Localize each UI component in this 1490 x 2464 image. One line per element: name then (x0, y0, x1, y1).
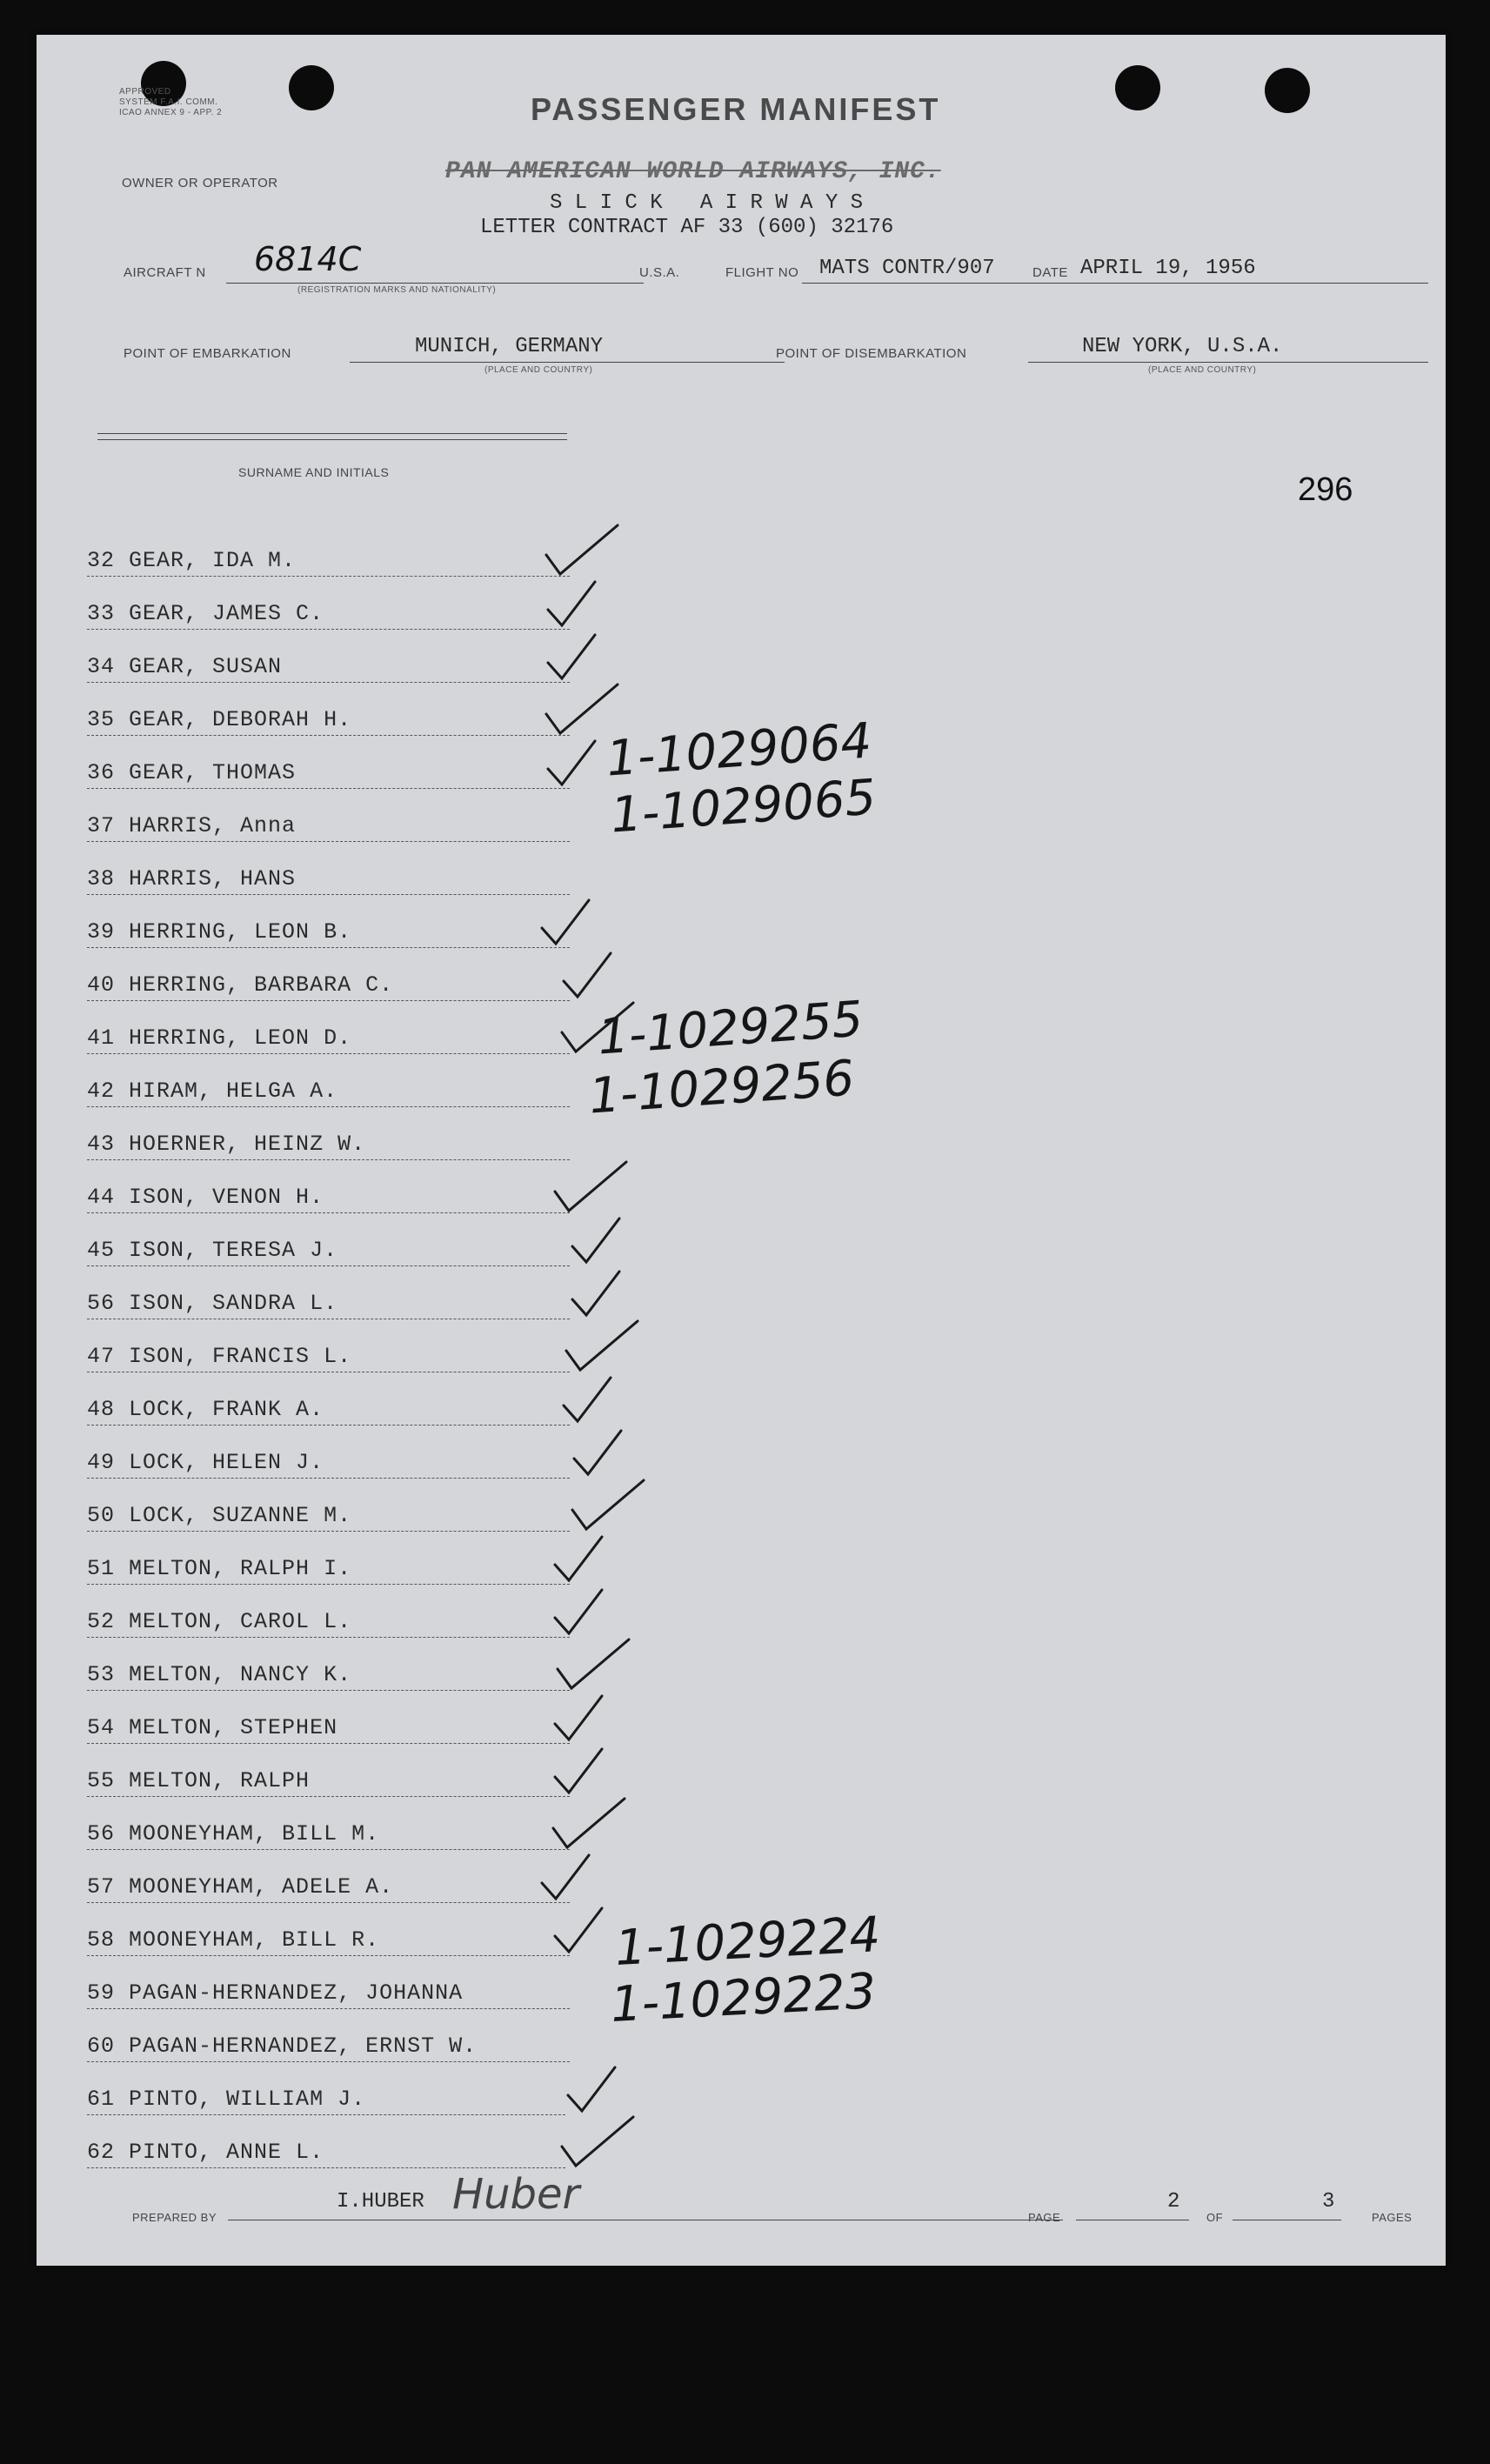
handwritten-note: 1-1029256 (587, 1050, 857, 1125)
punch-hole (1115, 65, 1160, 110)
passenger-name: MOONEYHAM, BILL M. (129, 1821, 380, 1846)
check-mark-icon (537, 891, 615, 952)
embark-label: POINT OF EMBARKATION (124, 346, 291, 361)
passenger-row (87, 654, 282, 679)
column-header: SURNAME AND INITIALS (238, 465, 390, 479)
passenger-row (87, 760, 296, 785)
passenger-number: 34 (87, 654, 116, 679)
passenger-number: 56 (87, 1821, 116, 1846)
embark-sublabel: (PLACE AND COUNTRY) (484, 365, 593, 375)
passenger-name: ISON, VENON H. (129, 1185, 324, 1210)
punch-hole (1265, 68, 1310, 113)
page-total: 3 (1322, 2190, 1335, 2214)
passenger-name: HERRING, LEON D. (129, 1025, 352, 1051)
handwritten-note: 1-1029223 (609, 1963, 878, 2033)
passenger-name: MOONEYHAM, BILL R. (129, 1927, 380, 1953)
flight-number: MATS CONTR/907 (819, 257, 995, 280)
passenger-number: 53 (87, 1662, 116, 1687)
owner-label: OWNER OR OPERATOR (122, 176, 278, 190)
passenger-number: 39 (87, 919, 116, 945)
passenger-number: 57 (87, 1874, 116, 1900)
passenger-row (87, 601, 324, 626)
passenger-number: 40 (87, 972, 116, 998)
passenger-row (87, 1078, 337, 1104)
passenger-row (87, 707, 351, 732)
check-mark-icon (563, 2059, 641, 2120)
page-number: 2 (1167, 2190, 1180, 2214)
handwritten-note: 1-1029255 (596, 991, 865, 1066)
passenger-name: MELTON, RALPH (129, 1768, 311, 1793)
disembark-place: NEW YORK, U.S.A. (1082, 335, 1283, 358)
passenger-row (87, 548, 296, 573)
signature: Huber (452, 2170, 580, 2219)
disembark-sublabel: (PLACE AND COUNTRY) (1148, 365, 1257, 375)
struck-operator: PAN AMERICAN WORLD AIRWAYS, INC. (445, 158, 941, 185)
passenger-name: PINTO, ANNE L. (129, 2140, 324, 2165)
passenger-number: 62 (87, 2140, 116, 2165)
passenger-name: MELTON, STEPHEN (129, 1715, 338, 1740)
disembark-label: POINT OF DISEMBARKATION (776, 346, 967, 361)
passenger-name: HOERNER, HEINZ W. (129, 1132, 366, 1157)
passenger-name: GEAR, DEBORAH H. (129, 707, 352, 732)
passenger-number: 52 (87, 1609, 116, 1634)
of-label: OF (1206, 2211, 1224, 2224)
passenger-name: MOONEYHAM, ADELE A. (129, 1874, 394, 1900)
operator-name: S L I C K A I R W A Y S (550, 191, 864, 215)
handwritten-note: 1-1029224 (613, 1906, 882, 1977)
passenger-name: MELTON, RALPH I. (129, 1556, 352, 1581)
check-mark-icon (567, 1210, 645, 1271)
handwritten-note: 1-1029065 (609, 769, 879, 845)
check-mark-icon (550, 1528, 628, 1589)
passenger-name: PAGAN-HERNANDEZ, ERNST W. (129, 2033, 478, 2059)
passenger-row (87, 1025, 351, 1051)
check-mark-icon (550, 1687, 628, 1748)
aircraft-number: 6814C (254, 240, 362, 278)
passenger-name: PINTO, WILLIAM J. (129, 2087, 366, 2112)
passenger-number: 35 (87, 707, 116, 732)
check-mark-icon (569, 1422, 647, 1483)
check-mark-icon (550, 1581, 628, 1642)
passenger-row (87, 1185, 324, 1210)
passenger-name: ISON, SANDRA L. (129, 1291, 338, 1316)
check-mark-icon (543, 626, 621, 687)
check-mark-icon (551, 1157, 630, 1218)
passenger-row (87, 2087, 365, 2112)
contract-number: LETTER CONTRACT AF 33 (600) 32176 (480, 216, 894, 239)
usa-label: U.S.A. (639, 265, 680, 280)
passenger-number: 37 (87, 813, 116, 838)
passenger-number: 47 (87, 1344, 116, 1369)
flight-label: FLIGHT NO (725, 265, 799, 280)
passenger-number: 61 (87, 2087, 116, 2112)
passenger-number: 56 (87, 1291, 116, 1316)
check-mark-icon (550, 1740, 628, 1801)
passenger-name: PAGAN-HERNANDEZ, JOHANNA (129, 1980, 464, 2006)
passenger-number: 41 (87, 1025, 116, 1051)
check-mark-icon (537, 1846, 615, 1907)
passenger-row (87, 1397, 324, 1422)
approval-note: APPROVED SYSTEM F.A.I. COMM. ICAO ANNEX 9 - APP. 2 (119, 87, 223, 117)
passenger-number: 36 (87, 760, 116, 785)
check-mark-icon (550, 1793, 628, 1854)
aircraft-label: AIRCRAFT N (124, 265, 206, 280)
passenger-number: 42 (87, 1078, 116, 1104)
passenger-row (87, 972, 393, 998)
passenger-row (87, 1874, 393, 1900)
check-mark-icon (558, 2112, 637, 2173)
passenger-number: 45 (87, 1238, 116, 1263)
passenger-number: 60 (87, 2033, 116, 2059)
passenger-row (87, 1715, 337, 1740)
passenger-row (87, 1556, 351, 1581)
passenger-name: HARRIS, Anna (129, 813, 297, 838)
passenger-row (87, 1132, 365, 1157)
check-mark-icon (567, 1263, 645, 1324)
passenger-name: GEAR, IDA M. (129, 548, 297, 573)
passenger-row (87, 1609, 351, 1634)
passenger-name: HARRIS, HANS (129, 866, 297, 891)
passenger-number: 33 (87, 601, 116, 626)
passenger-number: 59 (87, 1980, 116, 2006)
embark-place: MUNICH, GERMANY (415, 335, 604, 358)
passenger-name: HERRING, LEON B. (129, 919, 352, 945)
passenger-number: 54 (87, 1715, 116, 1740)
page-title: PASSENGER MANIFEST (531, 91, 941, 127)
passenger-name: MELTON, NANCY K. (129, 1662, 352, 1687)
passenger-row (87, 1768, 310, 1793)
passenger-number: 43 (87, 1132, 116, 1157)
passenger-row (87, 1503, 351, 1528)
punch-hole (289, 65, 334, 110)
passenger-row (87, 1821, 379, 1846)
passenger-row (87, 1662, 351, 1687)
passenger-number: 55 (87, 1768, 116, 1793)
check-mark-icon (554, 1634, 632, 1695)
passenger-number: 50 (87, 1503, 116, 1528)
passenger-row (87, 1291, 337, 1316)
passenger-row (87, 2140, 324, 2165)
passenger-row (87, 813, 296, 838)
passenger-name: GEAR, SUSAN (129, 654, 283, 679)
passenger-row (87, 919, 351, 945)
passenger-name: ISON, TERESA J. (129, 1238, 338, 1263)
passenger-row (87, 866, 296, 891)
flight-date: APRIL 19, 1956 (1080, 257, 1256, 280)
check-mark-icon (558, 945, 637, 1005)
prepared-label: PREPARED BY (132, 2211, 217, 2224)
passenger-name: HERRING, BARBARA C. (129, 972, 394, 998)
sheet-number: 296 (1298, 471, 1353, 508)
date-label: DATE (1032, 265, 1068, 280)
passenger-row (87, 1927, 379, 1953)
passenger-row (87, 1450, 324, 1475)
passenger-number: 58 (87, 1927, 116, 1953)
passenger-name: MELTON, CAROL L. (129, 1609, 352, 1634)
passenger-name: LOCK, HELEN J. (129, 1450, 324, 1475)
passenger-number: 44 (87, 1185, 116, 1210)
passenger-number: 51 (87, 1556, 116, 1581)
passenger-name: ISON, FRANCIS L. (129, 1344, 352, 1369)
passenger-name: LOCK, SUZANNE M. (129, 1503, 352, 1528)
passenger-name: HIRAM, HELGA A. (129, 1078, 338, 1104)
check-mark-icon (563, 1316, 641, 1377)
aircraft-sublabel: (REGISTRATION MARKS AND NATIONALITY) (297, 285, 497, 295)
passenger-number: 38 (87, 866, 116, 891)
passenger-row (87, 1238, 337, 1263)
check-mark-icon (558, 1369, 637, 1430)
passenger-name: LOCK, FRANK A. (129, 1397, 324, 1422)
page-label: PAGE (1028, 2211, 1061, 2224)
passenger-row (87, 1344, 351, 1369)
passenger-name: GEAR, JAMES C. (129, 601, 324, 626)
prepared-by: I.HUBER (337, 2190, 424, 2214)
check-mark-icon (569, 1475, 647, 1536)
pages-label: PAGES (1372, 2211, 1413, 2224)
passenger-row (87, 1980, 463, 2006)
passenger-number: 48 (87, 1397, 116, 1422)
handwritten-note: 1-1029064 (605, 712, 874, 788)
passenger-row (87, 2033, 477, 2059)
passenger-name: GEAR, THOMAS (129, 760, 297, 785)
passenger-number: 32 (87, 548, 116, 573)
passenger-number: 49 (87, 1450, 116, 1475)
manifest-sheet (37, 35, 1446, 2266)
check-mark-icon (543, 573, 621, 634)
check-mark-icon (543, 520, 621, 581)
